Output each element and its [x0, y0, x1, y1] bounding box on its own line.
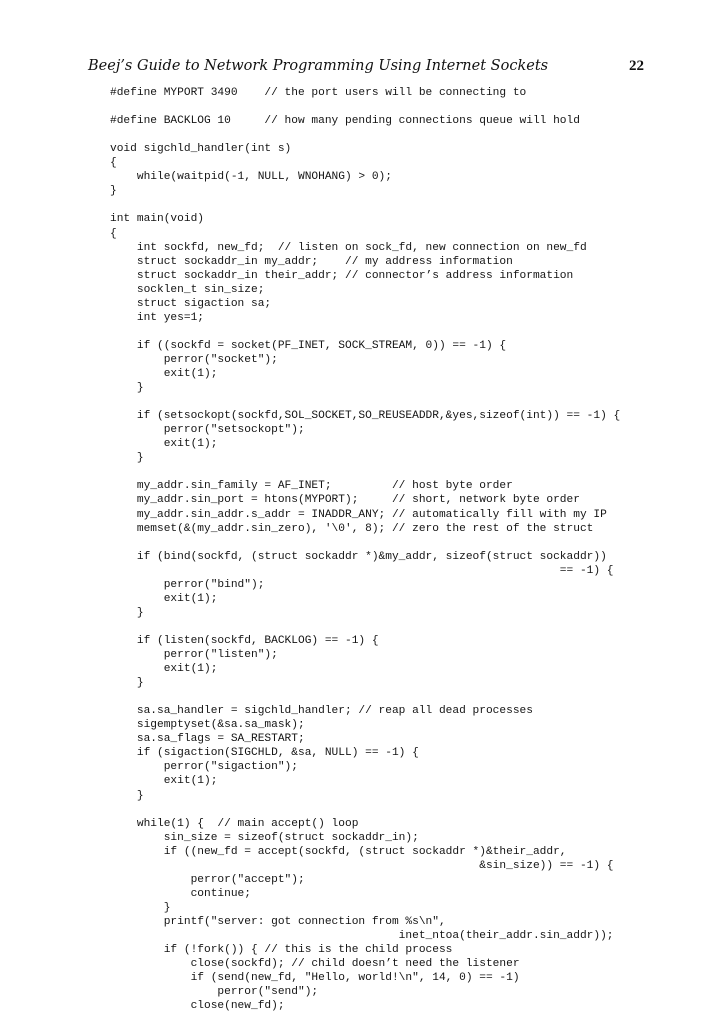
code-line: #define BACKLOG 10 // how many pending connections queue will hold: [110, 115, 580, 128]
code-line: }: [110, 677, 144, 690]
code-line: }: [110, 452, 144, 465]
code-line: perror("listen");: [110, 649, 278, 661]
code-line: }: [110, 901, 171, 914]
code-line: exit(1);: [110, 438, 218, 451]
code-line: sa.sa_handler = sigchld_handler; // reap all dead processes: [110, 705, 533, 718]
code-line: if (bind(sockfd, (struct sockaddr *)&my_addr, sizeof(struct sockaddr)): [110, 550, 607, 563]
code-line: if ((new_fd = accept(sockfd, (struct sockaddr *)&their_addr,: [110, 845, 567, 858]
code-line: #define MYPORT 3490 // the port users will be connecting to: [110, 87, 527, 99]
code-line: inet_ntoa(their_addr.sin_addr));: [110, 930, 614, 942]
code-line: memset(&(my_addr.sin_zero), '\0', 8); // zero the rest of the struct: [110, 522, 594, 535]
code-line: == -1) {: [110, 564, 614, 577]
code-line: perror("socket");: [110, 353, 278, 366]
page-number: 22: [629, 58, 644, 74]
code-line: }: [110, 606, 144, 619]
code-line: int yes=1;: [110, 311, 204, 324]
code-line: perror("bind");: [110, 578, 265, 591]
code-line: perror("accept");: [110, 873, 305, 886]
code-line: &sin_size)) == -1) {: [110, 859, 614, 872]
running-title: Beej’s Guide to Network Programming Using Internet Sockets: [88, 58, 549, 74]
code-line: sa.sa_flags = SA_RESTART;: [110, 733, 305, 746]
code-line: void sigchld_handler(int s): [110, 143, 292, 156]
code-line: }: [110, 185, 117, 198]
code-line: while(waitpid(-1, NULL, WNOHANG) > 0);: [110, 171, 392, 184]
code-line: perror("sigaction");: [110, 761, 298, 774]
code-line: perror("setsockopt");: [110, 424, 305, 437]
code-line: if (listen(sockfd, BACKLOG) == -1) {: [110, 634, 379, 647]
code-line: sin_size = sizeof(struct sockaddr_in);: [110, 831, 419, 844]
code-line: if (sigaction(SIGCHLD, &sa, NULL) == -1) {: [110, 747, 419, 760]
code-line: {: [110, 227, 117, 240]
code-line: int main(void): [110, 213, 204, 226]
code-line: struct sigaction sa;: [110, 297, 272, 310]
code-line: }: [110, 789, 144, 802]
code-line: sigemptyset(&sa.sa_mask);: [110, 719, 305, 732]
code-line: my_addr.sin_port = htons(MYPORT); // short, network byte order: [110, 494, 580, 507]
code-line: printf("server: got connection from %s\n",: [110, 915, 446, 928]
code-line: my_addr.sin_family = AF_INET; // host byte order: [110, 480, 513, 493]
code-line: exit(1);: [110, 592, 218, 605]
code-line: exit(1);: [110, 663, 218, 676]
code-line: if ((sockfd = socket(PF_INET, SOCK_STREAM, 0)) == -1) {: [110, 339, 507, 352]
code-line: socklen_t sin_size;: [110, 283, 265, 296]
code-line: }: [110, 382, 144, 395]
page-header: [88, 56, 644, 78]
code-line: if (setsockopt(sockfd,SOL_SOCKET,SO_REUSEADDR,&yes,sizeof(int)) == -1) {: [110, 410, 621, 423]
code-line: if (!fork()) { // this is the child process: [110, 944, 453, 957]
code-line: close(new_fd);: [110, 1000, 285, 1013]
code-line: my_addr.sin_addr.s_addr = INADDR_ANY; // automatically fill with my IP: [110, 508, 607, 521]
code-line: int sockfd, new_fd; // listen on sock_fd, new connection on new_fd: [110, 241, 587, 254]
code-line: {: [110, 157, 117, 170]
code-line: close(sockfd); // child doesn’t need the listener: [110, 958, 520, 971]
code-line: struct sockaddr_in my_addr; // my address information: [110, 255, 513, 268]
code-line: struct sockaddr_in their_addr; // connector’s address information: [110, 269, 574, 282]
code-line: continue;: [110, 887, 251, 900]
code-line: perror("send");: [110, 986, 319, 999]
code-line: while(1) { // main accept() loop: [110, 817, 359, 830]
code-line: exit(1);: [110, 775, 218, 788]
code-line: if (send(new_fd, "Hello, world!\n", 14, 0) == -1): [110, 972, 520, 985]
code-line: exit(1);: [110, 368, 218, 380]
